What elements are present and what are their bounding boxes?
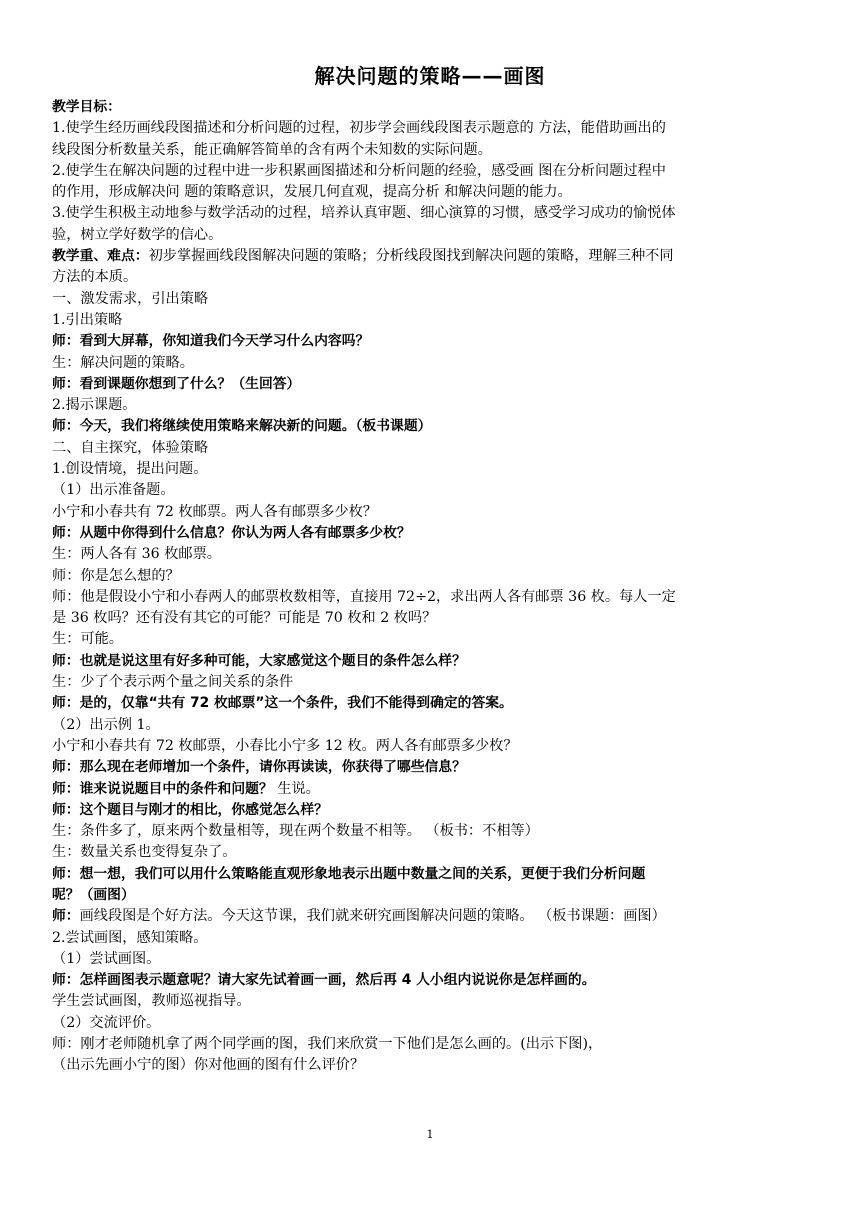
plain-text: 师：他是假设小宁和小春两人的邮票枚数相等，直接用 72÷2，求出两人各有邮票 36 枚。每人一定 [52, 588, 676, 605]
bold-label: 教学重、难点： [52, 248, 149, 265]
plain-text: （出示先画小宁的图）你对他画的图有什么评价？ [52, 1057, 365, 1074]
bold-text: 师：想一想，我们可以用什么策略能直观形象地表示出题中数量之间的关系，更便于我们分析问题 [52, 865, 646, 882]
text-line [52, 1013, 810, 1034]
bold-text: 师：怎样画图表示题意呢？请大家先试着画一画，然后再 4 人小组内说说你是怎样画的。 [52, 972, 596, 989]
text-line [52, 991, 810, 1012]
plain-text: （2）出示例 1。 [52, 716, 160, 733]
text-line [52, 629, 810, 650]
plain-text: 1.引出策略 [52, 311, 123, 328]
text-line [52, 842, 810, 863]
plain-text: 师：刚才老师随机拿了两个同学画的图，我们来欣赏一下他们是怎么画的。(出示下图)， [52, 1036, 603, 1053]
text-line [52, 97, 810, 118]
plain-text: 线段图分析数量关系，能正确解答简单的含有两个未知数的实际问题。 [52, 141, 492, 158]
bold-label: 师： [52, 652, 80, 669]
text-line [52, 1055, 810, 1076]
text-line [52, 310, 810, 331]
text-line [52, 225, 810, 246]
text-line [52, 544, 810, 565]
plain-text: 2.尝试画图，感知策略。 [52, 929, 208, 946]
plain-text: 一、激发需求，引出策略 [52, 290, 209, 307]
plain-text: 小宁和小春共有 72 枚邮票。两人各有邮票多少枚？ [52, 503, 378, 520]
document-title: 解决问题的策略——画图 [314, 64, 546, 88]
text-line [52, 416, 810, 437]
bold-text: 师：那么现在老师增加一个条件，请你再读读，你获得了哪些信息？ [52, 759, 466, 776]
page-number: 1 [426, 1128, 434, 1141]
text-line [52, 161, 810, 182]
text-line [52, 651, 810, 672]
plain-text: 验，树立学好数学的信心。 [52, 226, 223, 243]
bold-text: 师：看到大屏幕，你知道我们今天学习什么内容吗？ [52, 333, 370, 350]
text-line [52, 885, 810, 906]
text-line [52, 374, 810, 395]
plain-text: 2.揭示课题。 [52, 397, 137, 414]
plain-text: （1）出示准备题。 [52, 482, 175, 499]
plain-text: （1）尝试画图。 [52, 950, 161, 967]
plain-text: 画线段图是个好方法。今天这节课，我们就来研究画图解决问题的策略。 （板书课题：画图） [79, 908, 666, 925]
text-line [52, 672, 810, 693]
text-line [52, 949, 810, 970]
bold-text: 教学目标： [52, 99, 121, 115]
text-line [52, 182, 810, 203]
plain-text: 学生尝试画图，教师巡视指导。 [52, 993, 251, 1010]
plain-text: 的作用，形成解决问 题的策略意识，发展几何直观，提高分析 和解决问题的能力。 [52, 184, 572, 201]
text-line [52, 267, 810, 288]
bold-text: 师：从题中你得到什么信息？你认为两人各有邮票多少枚？ [52, 524, 411, 541]
text-line [52, 715, 810, 736]
plain-text: 生：条件多了，原来两个数量相等，现在两个数量不相等。 （板书：不相等） [52, 823, 539, 840]
text-line [52, 906, 810, 927]
text-line [52, 928, 810, 949]
text-line [52, 821, 810, 842]
text-line [52, 203, 810, 224]
text-line [52, 438, 810, 459]
bold-text: 也就是说这里有好多种可能，大家感觉这个题目的条件怎么样？ [79, 652, 466, 669]
text-line [52, 289, 810, 310]
plain-text: 1.创设情境，提出问题。 [52, 461, 208, 478]
plain-text: 小宁和小春共有 72 枚邮票，小春比小宁多 12 枚。两人各有邮票多少枚？ [52, 737, 518, 754]
text-line [52, 140, 810, 161]
plain-text: 方法的本质。 [52, 269, 138, 286]
text-line [52, 864, 810, 885]
text-line [52, 246, 810, 267]
text-line [52, 566, 810, 587]
plain-text: 是 36 枚吗？还有没有其它的可能？可能是 70 枚和 2 枚吗？ [52, 610, 437, 627]
text-line [52, 502, 810, 523]
text-line [52, 587, 810, 608]
plain-text: 初步掌握画线段图解决问题的策略；分析线段图找到解决问题的策略，理解三种不同 [148, 248, 674, 265]
plain-text: 2.使学生在解决问题的过程中进一步积累画图描述和分析问题的经验，感受画 图在分析问题过程中 [52, 162, 666, 179]
text-line [52, 970, 810, 991]
plain-text: 生：两人各有 36 枚邮票。 [52, 546, 221, 563]
bold-text: 师：看到课题你想到了什么？（生回答） [52, 375, 301, 392]
bold-text: 呢？（画图） [52, 886, 135, 903]
bold-text: 师：今天，我们将继续使用策略来解决新的问题。（板书课题） [52, 418, 432, 435]
text-line [52, 757, 810, 778]
bold-label: 师： [52, 908, 80, 925]
text-line [52, 480, 810, 501]
bold-text: 师：这个题目与刚才的相比，你感觉怎么样？ [52, 801, 328, 818]
text-line [52, 331, 810, 352]
text-line [52, 608, 810, 629]
plain-text: 生说。 [272, 780, 320, 797]
plain-text: 二、自主探究，体验策略 [52, 439, 209, 456]
plain-text: （2）交流评价。 [52, 1014, 161, 1031]
plain-text: 1.使学生经历画线段图描述和分析问题的过程，初步学会画线段图表示题意的 方法，能借助画出的 [52, 120, 666, 137]
document-body [52, 97, 810, 1077]
plain-text: 3.使学生积极主动地参与数学活动的过程，培养认真审题、细心演算的习惯，感受学习成功的愉悦体 [52, 205, 676, 222]
plain-text: 生：解决问题的策略。 [52, 354, 194, 371]
text-line [52, 1034, 810, 1055]
text-line [52, 118, 810, 139]
text-line [52, 395, 810, 416]
text-line [52, 736, 810, 757]
plain-text: 师：你是怎么想的？ [52, 567, 180, 584]
text-line [52, 693, 810, 714]
text-line [52, 353, 810, 374]
plain-text: 生：少了个表示两个量之间关系的条件 [52, 674, 294, 691]
text-line [52, 523, 810, 544]
text-line [52, 459, 810, 480]
bold-text: 师：是的，仅靠“共有 72 枚邮票”这一个条件，我们不能得到确定的答案。 [52, 695, 513, 712]
text-line [52, 779, 810, 800]
plain-text: 生：可能。 [52, 631, 123, 648]
bold-label: 师：谁来说说题目中的条件和问题？ [52, 780, 273, 797]
text-line [52, 800, 810, 821]
plain-text: 生：数量关系也变得复杂了。 [52, 844, 237, 861]
